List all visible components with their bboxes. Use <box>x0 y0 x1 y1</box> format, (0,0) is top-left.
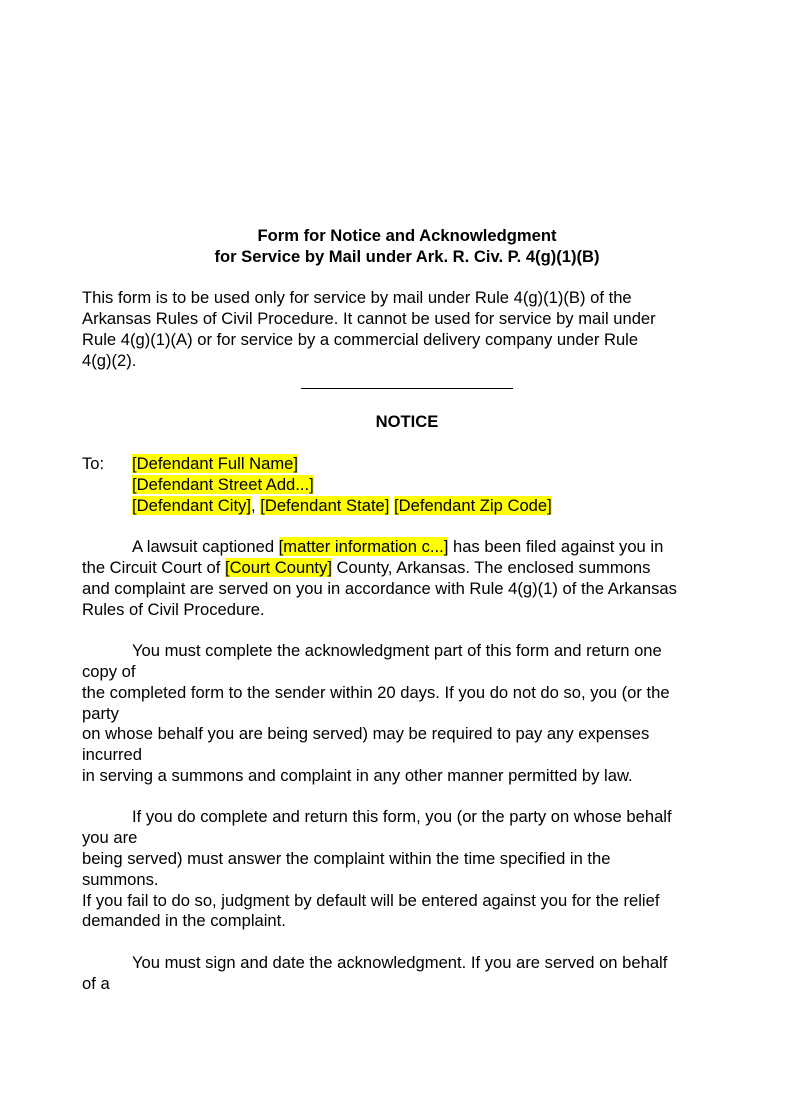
paragraph-line: You must complete the acknowledgment part of this form and return one <box>132 641 662 660</box>
paragraph-line: You must sign and date the acknowledgment. If you are served on behalf <box>132 953 668 972</box>
paragraph-line: in serving a summons and complaint in any other manner permitted by law. <box>82 766 633 785</box>
paragraph-line: If you do complete and return this form, you (or the party on whose behalf <box>132 807 672 826</box>
text: A lawsuit captioned <box>132 537 279 556</box>
paragraph-line: Rules of Civil Procedure. <box>82 600 265 619</box>
paragraph-line: on whose behalf you are being served) may be required to pay any expenses <box>82 724 650 743</box>
defendant-city-field[interactable]: [Defendant City] <box>132 496 251 515</box>
comma-separator: , <box>250 496 256 515</box>
text: has been filed against you in <box>448 537 664 556</box>
text: the Circuit Court of <box>82 558 225 577</box>
intro-line: Arkansas Rules of Civil Procedure. It cannot be used for service by mail under <box>82 309 656 328</box>
intro-line: Rule 4(g)(1)(A) or for service by a commercial delivery company under Rule <box>82 330 639 349</box>
document-title-line-1: Form for Notice and Acknowledgment <box>257 226 557 245</box>
paragraph-line: demanded in the complaint. <box>82 911 286 930</box>
paragraph-line: copy of <box>82 662 136 681</box>
paragraph-line: being served) must answer the complaint within the time specified in the <box>82 849 611 868</box>
paragraph-line: If you fail to do so, judgment by default will be entered against you for the relief <box>82 891 660 910</box>
defendant-state-field[interactable]: [Defendant State] <box>260 496 390 515</box>
document-title-line-2: for Service by Mail under Ark. R. Civ. P. 4(g)(1)(B) <box>214 247 600 266</box>
paragraph-line: incurred <box>82 745 142 764</box>
defendant-street-field[interactable]: [Defendant Street Add...] <box>132 475 314 494</box>
court-county-field[interactable]: [Court County] <box>224 558 332 577</box>
intro-line: This form is to be used only for service by mail under Rule 4(g)(1)(B) of the <box>82 288 632 307</box>
defendant-full-name-field[interactable]: [Defendant Full Name] <box>132 454 299 473</box>
matter-information-field[interactable]: [matter information c...] <box>278 537 449 556</box>
to-label: To: <box>82 454 105 473</box>
text: County, Arkansas. The enclosed summons <box>331 558 651 577</box>
paragraph-line: the completed form to the sender within 20 days. If you do not do so, you (or the <box>82 683 670 702</box>
notice-heading: NOTICE <box>375 412 439 431</box>
paragraph-line: of a <box>82 974 110 993</box>
intro-line: 4(g)(2). <box>82 351 137 370</box>
paragraph-line: party <box>82 704 119 723</box>
paragraph-line: summons. <box>82 870 159 889</box>
defendant-zip-field[interactable]: [Defendant Zip Code] <box>394 496 552 515</box>
paragraph-line: you are <box>82 828 138 847</box>
paragraph-line: and complaint are served on you in accordance with Rule 4(g)(1) of the Arkansas <box>82 579 677 598</box>
horizontal-rule <box>301 388 513 389</box>
